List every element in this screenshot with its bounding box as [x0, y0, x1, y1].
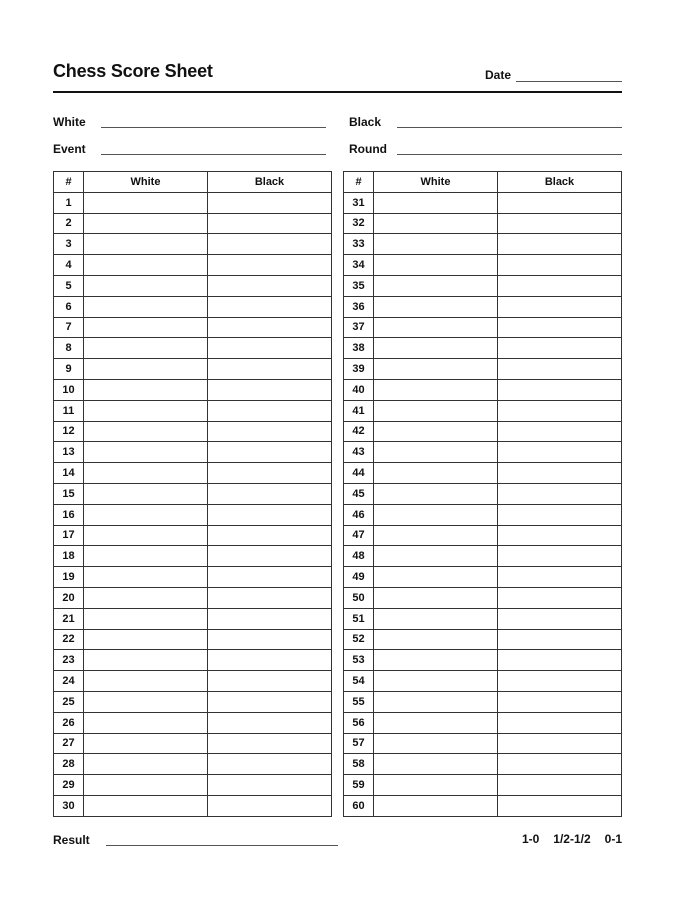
- black-move-cell[interactable]: [208, 608, 332, 629]
- table-row: [54, 317, 332, 338]
- black-move-cell[interactable]: [208, 421, 332, 442]
- white-move-cell[interactable]: [84, 795, 208, 816]
- white-move-cell[interactable]: [374, 317, 498, 338]
- table-row: [54, 504, 332, 525]
- white-move-cell[interactable]: [84, 192, 208, 213]
- move-number: 22: [54, 629, 84, 650]
- table-row: [54, 463, 332, 484]
- table-row: [54, 213, 332, 234]
- white-move-cell[interactable]: [374, 421, 498, 442]
- move-number: 44: [344, 463, 374, 484]
- white-move-cell[interactable]: [374, 629, 498, 650]
- move-number: 50: [344, 587, 374, 608]
- black-move-cell[interactable]: [208, 795, 332, 816]
- move-number: 8: [54, 338, 84, 359]
- white-move-cell[interactable]: [84, 255, 208, 276]
- black-move-cell[interactable]: [498, 525, 622, 546]
- table-row: [54, 379, 332, 400]
- black-move-cell[interactable]: [208, 754, 332, 775]
- white-move-cell[interactable]: [84, 296, 208, 317]
- black-move-cell[interactable]: [498, 629, 622, 650]
- black-move-cell[interactable]: [208, 338, 332, 359]
- white-move-header: White: [374, 172, 498, 193]
- move-number: 3: [54, 234, 84, 255]
- table-row: [344, 629, 622, 650]
- black-player-field[interactable]: [397, 127, 622, 128]
- black-move-cell[interactable]: [208, 587, 332, 608]
- white-move-cell[interactable]: [374, 255, 498, 276]
- black-move-cell[interactable]: [498, 192, 622, 213]
- move-number: 23: [54, 650, 84, 671]
- black-move-cell[interactable]: [498, 359, 622, 380]
- table-row: [54, 629, 332, 650]
- move-number: 30: [54, 795, 84, 816]
- table-row: [54, 421, 332, 442]
- black-move-cell[interactable]: [208, 359, 332, 380]
- white-move-cell[interactable]: [84, 483, 208, 504]
- table-row: [344, 567, 622, 588]
- move-number: 45: [344, 483, 374, 504]
- black-move-cell[interactable]: [498, 400, 622, 421]
- move-number: 13: [54, 442, 84, 463]
- black-move-cell[interactable]: [498, 691, 622, 712]
- white-move-cell[interactable]: [374, 608, 498, 629]
- white-move-cell[interactable]: [374, 296, 498, 317]
- black-move-cell[interactable]: [208, 317, 332, 338]
- table-row: [344, 442, 622, 463]
- table-row: [344, 754, 622, 775]
- move-number: 5: [54, 275, 84, 296]
- white-move-cell[interactable]: [84, 421, 208, 442]
- move-number: 29: [54, 775, 84, 796]
- table-row: [54, 671, 332, 692]
- black-move-cell[interactable]: [208, 567, 332, 588]
- table-row: [344, 379, 622, 400]
- white-move-cell[interactable]: [84, 379, 208, 400]
- table-header-row: [54, 172, 332, 193]
- result-white-wins[interactable]: 1-0: [521, 832, 540, 846]
- black-player-label: Black: [349, 115, 382, 129]
- black-move-cell[interactable]: [498, 442, 622, 463]
- move-number: 48: [344, 546, 374, 567]
- white-move-cell[interactable]: [374, 650, 498, 671]
- black-move-cell[interactable]: [498, 795, 622, 816]
- black-move-cell[interactable]: [498, 671, 622, 692]
- white-move-cell[interactable]: [84, 671, 208, 692]
- white-move-cell[interactable]: [374, 192, 498, 213]
- move-number: 14: [54, 463, 84, 484]
- move-number: 49: [344, 567, 374, 588]
- move-number: 34: [344, 255, 374, 276]
- table-header-row: [344, 172, 622, 193]
- move-number: 16: [54, 504, 84, 525]
- table-row: [344, 775, 622, 796]
- table-row: [54, 338, 332, 359]
- white-move-cell[interactable]: [374, 587, 498, 608]
- move-number-header: #: [344, 172, 374, 193]
- black-move-cell[interactable]: [498, 275, 622, 296]
- white-move-cell[interactable]: [374, 733, 498, 754]
- result-label: Result: [53, 833, 90, 847]
- table-row: [344, 255, 622, 276]
- move-number: 17: [54, 525, 84, 546]
- white-move-cell[interactable]: [84, 400, 208, 421]
- white-move-cell[interactable]: [374, 442, 498, 463]
- date-label: Date: [485, 68, 512, 82]
- black-move-header: Black: [498, 172, 622, 193]
- table-row: [344, 587, 622, 608]
- round-label: Round: [349, 142, 387, 156]
- black-move-cell[interactable]: [208, 379, 332, 400]
- white-move-cell[interactable]: [84, 275, 208, 296]
- moves-table-left: [53, 171, 332, 817]
- white-move-cell[interactable]: [374, 483, 498, 504]
- move-number: 53: [344, 650, 374, 671]
- white-move-cell[interactable]: [374, 671, 498, 692]
- move-number: 26: [54, 712, 84, 733]
- event-label: Event: [53, 142, 86, 156]
- white-move-cell[interactable]: [374, 359, 498, 380]
- black-move-cell[interactable]: [498, 234, 622, 255]
- black-move-cell[interactable]: [498, 754, 622, 775]
- move-number: 40: [344, 379, 374, 400]
- move-number: 19: [54, 567, 84, 588]
- move-number: 57: [344, 733, 374, 754]
- table-row: [344, 525, 622, 546]
- move-number: 11: [54, 400, 84, 421]
- black-move-cell[interactable]: [208, 213, 332, 234]
- black-move-cell[interactable]: [208, 691, 332, 712]
- table-row: [54, 754, 332, 775]
- table-row: [54, 296, 332, 317]
- black-move-cell[interactable]: [498, 255, 622, 276]
- table-row: [54, 775, 332, 796]
- table-row: [54, 275, 332, 296]
- table-row: [344, 338, 622, 359]
- white-move-cell[interactable]: [84, 567, 208, 588]
- black-move-cell[interactable]: [498, 650, 622, 671]
- move-number: 31: [344, 192, 374, 213]
- table-row: [54, 400, 332, 421]
- table-row: [54, 567, 332, 588]
- move-number: 20: [54, 587, 84, 608]
- white-move-cell[interactable]: [84, 317, 208, 338]
- move-number: 41: [344, 400, 374, 421]
- table-row: [54, 525, 332, 546]
- black-move-cell[interactable]: [498, 317, 622, 338]
- black-move-cell[interactable]: [208, 234, 332, 255]
- move-number: 39: [344, 359, 374, 380]
- white-move-cell[interactable]: [84, 213, 208, 234]
- black-move-cell[interactable]: [498, 712, 622, 733]
- move-number: 1: [54, 192, 84, 213]
- white-move-cell[interactable]: [84, 504, 208, 525]
- table-row: [344, 546, 622, 567]
- move-number: 25: [54, 691, 84, 712]
- move-number: 43: [344, 442, 374, 463]
- table-row: [344, 275, 622, 296]
- black-move-cell[interactable]: [498, 775, 622, 796]
- move-number: 35: [344, 275, 374, 296]
- white-move-cell[interactable]: [84, 733, 208, 754]
- black-move-cell[interactable]: [498, 463, 622, 484]
- black-move-cell[interactable]: [208, 504, 332, 525]
- black-move-cell[interactable]: [208, 296, 332, 317]
- black-move-cell[interactable]: [208, 192, 332, 213]
- black-move-cell[interactable]: [208, 483, 332, 504]
- result-options: [522, 832, 622, 846]
- move-number: 38: [344, 338, 374, 359]
- white-move-cell[interactable]: [374, 338, 498, 359]
- table-row: [54, 255, 332, 276]
- moves-table-right: [343, 171, 622, 817]
- date-field[interactable]: [516, 81, 622, 82]
- event-field[interactable]: [101, 154, 326, 155]
- result-black-wins[interactable]: 0-1: [604, 832, 622, 846]
- move-number: 51: [344, 608, 374, 629]
- black-move-cell[interactable]: [498, 608, 622, 629]
- table-row: [54, 587, 332, 608]
- black-move-cell[interactable]: [498, 504, 622, 525]
- table-row: [344, 213, 622, 234]
- table-row: [344, 504, 622, 525]
- move-number: 60: [344, 795, 374, 816]
- table-row: [54, 795, 332, 816]
- table-row: [344, 400, 622, 421]
- result-field[interactable]: [106, 845, 338, 846]
- black-move-cell[interactable]: [498, 733, 622, 754]
- move-number: 18: [54, 546, 84, 567]
- table-row: [344, 463, 622, 484]
- move-number: 55: [344, 691, 374, 712]
- white-move-cell[interactable]: [374, 775, 498, 796]
- white-move-cell[interactable]: [374, 691, 498, 712]
- white-move-cell[interactable]: [84, 691, 208, 712]
- white-move-cell[interactable]: [84, 754, 208, 775]
- black-move-cell[interactable]: [498, 379, 622, 400]
- black-move-cell[interactable]: [498, 421, 622, 442]
- white-move-cell[interactable]: [374, 795, 498, 816]
- move-number: 21: [54, 608, 84, 629]
- move-number: 59: [344, 775, 374, 796]
- white-move-cell[interactable]: [374, 525, 498, 546]
- move-number: 47: [344, 525, 374, 546]
- table-row: [54, 608, 332, 629]
- result-draw[interactable]: 1/2-1/2: [553, 832, 591, 846]
- move-number: 52: [344, 629, 374, 650]
- move-number: 10: [54, 379, 84, 400]
- table-row: [344, 608, 622, 629]
- white-move-cell[interactable]: [374, 712, 498, 733]
- black-move-cell[interactable]: [498, 296, 622, 317]
- white-move-cell[interactable]: [84, 712, 208, 733]
- black-move-cell[interactable]: [208, 671, 332, 692]
- move-number: 28: [54, 754, 84, 775]
- white-move-cell[interactable]: [374, 546, 498, 567]
- table-row: [54, 712, 332, 733]
- white-move-cell[interactable]: [84, 463, 208, 484]
- white-move-cell[interactable]: [84, 234, 208, 255]
- move-number: 37: [344, 317, 374, 338]
- move-number: 4: [54, 255, 84, 276]
- table-row: [344, 691, 622, 712]
- move-number: 58: [344, 754, 374, 775]
- move-number: 56: [344, 712, 374, 733]
- move-number: 15: [54, 483, 84, 504]
- table-row: [344, 733, 622, 754]
- table-row: [344, 483, 622, 504]
- table-row: [54, 359, 332, 380]
- black-move-cell[interactable]: [498, 483, 622, 504]
- black-move-cell[interactable]: [208, 775, 332, 796]
- white-move-cell[interactable]: [374, 567, 498, 588]
- black-move-cell[interactable]: [208, 546, 332, 567]
- table-row: [54, 192, 332, 213]
- black-move-cell[interactable]: [498, 567, 622, 588]
- table-row: [344, 234, 622, 255]
- move-number: 27: [54, 733, 84, 754]
- table-row: [344, 317, 622, 338]
- header-divider: [53, 91, 622, 93]
- black-move-cell[interactable]: [208, 650, 332, 671]
- white-move-cell[interactable]: [84, 442, 208, 463]
- table-row: [54, 733, 332, 754]
- white-move-cell[interactable]: [84, 359, 208, 380]
- table-row: [344, 671, 622, 692]
- black-move-cell[interactable]: [208, 275, 332, 296]
- white-move-cell[interactable]: [84, 587, 208, 608]
- white-move-cell[interactable]: [374, 754, 498, 775]
- move-number: 42: [344, 421, 374, 442]
- table-row: [344, 650, 622, 671]
- black-move-header: Black: [208, 172, 332, 193]
- move-number: 36: [344, 296, 374, 317]
- move-number: 33: [344, 234, 374, 255]
- table-row: [344, 421, 622, 442]
- black-move-cell[interactable]: [208, 629, 332, 650]
- white-player-label: White: [53, 115, 86, 129]
- black-move-cell[interactable]: [498, 213, 622, 234]
- move-number: 24: [54, 671, 84, 692]
- table-row: [54, 234, 332, 255]
- black-move-cell[interactable]: [498, 338, 622, 359]
- move-number: 32: [344, 213, 374, 234]
- round-field[interactable]: [397, 154, 622, 155]
- move-number: 2: [54, 213, 84, 234]
- white-move-cell[interactable]: [84, 650, 208, 671]
- white-move-cell[interactable]: [374, 379, 498, 400]
- black-move-cell[interactable]: [208, 525, 332, 546]
- black-move-cell[interactable]: [208, 442, 332, 463]
- white-move-cell[interactable]: [84, 629, 208, 650]
- table-row: [54, 442, 332, 463]
- page-title: Chess Score Sheet: [53, 61, 213, 81]
- table-row: [54, 546, 332, 567]
- black-move-cell[interactable]: [498, 587, 622, 608]
- table-row: [54, 483, 332, 504]
- move-number: 6: [54, 296, 84, 317]
- table-row: [54, 691, 332, 712]
- black-move-cell[interactable]: [208, 733, 332, 754]
- white-move-cell[interactable]: [374, 213, 498, 234]
- move-number-header: #: [54, 172, 84, 193]
- black-move-cell[interactable]: [208, 255, 332, 276]
- move-number: 7: [54, 317, 84, 338]
- white-move-cell[interactable]: [374, 504, 498, 525]
- table-row: [344, 296, 622, 317]
- black-move-cell[interactable]: [208, 712, 332, 733]
- white-move-cell[interactable]: [84, 338, 208, 359]
- white-move-cell[interactable]: [84, 775, 208, 796]
- table-row: [344, 795, 622, 816]
- table-row: [344, 712, 622, 733]
- move-number: 54: [344, 671, 374, 692]
- white-move-cell[interactable]: [84, 608, 208, 629]
- table-row: [344, 192, 622, 213]
- white-move-cell[interactable]: [374, 275, 498, 296]
- black-move-cell[interactable]: [208, 400, 332, 421]
- move-number: 9: [54, 359, 84, 380]
- white-move-cell[interactable]: [374, 463, 498, 484]
- black-move-cell[interactable]: [498, 546, 622, 567]
- black-move-cell[interactable]: [208, 463, 332, 484]
- move-number: 12: [54, 421, 84, 442]
- table-row: [54, 650, 332, 671]
- white-move-cell[interactable]: [374, 234, 498, 255]
- white-move-cell[interactable]: [84, 546, 208, 567]
- white-move-cell[interactable]: [84, 525, 208, 546]
- white-player-field[interactable]: [101, 127, 326, 128]
- table-row: [344, 359, 622, 380]
- move-number: 46: [344, 504, 374, 525]
- white-move-cell[interactable]: [374, 400, 498, 421]
- white-move-header: White: [84, 172, 208, 193]
